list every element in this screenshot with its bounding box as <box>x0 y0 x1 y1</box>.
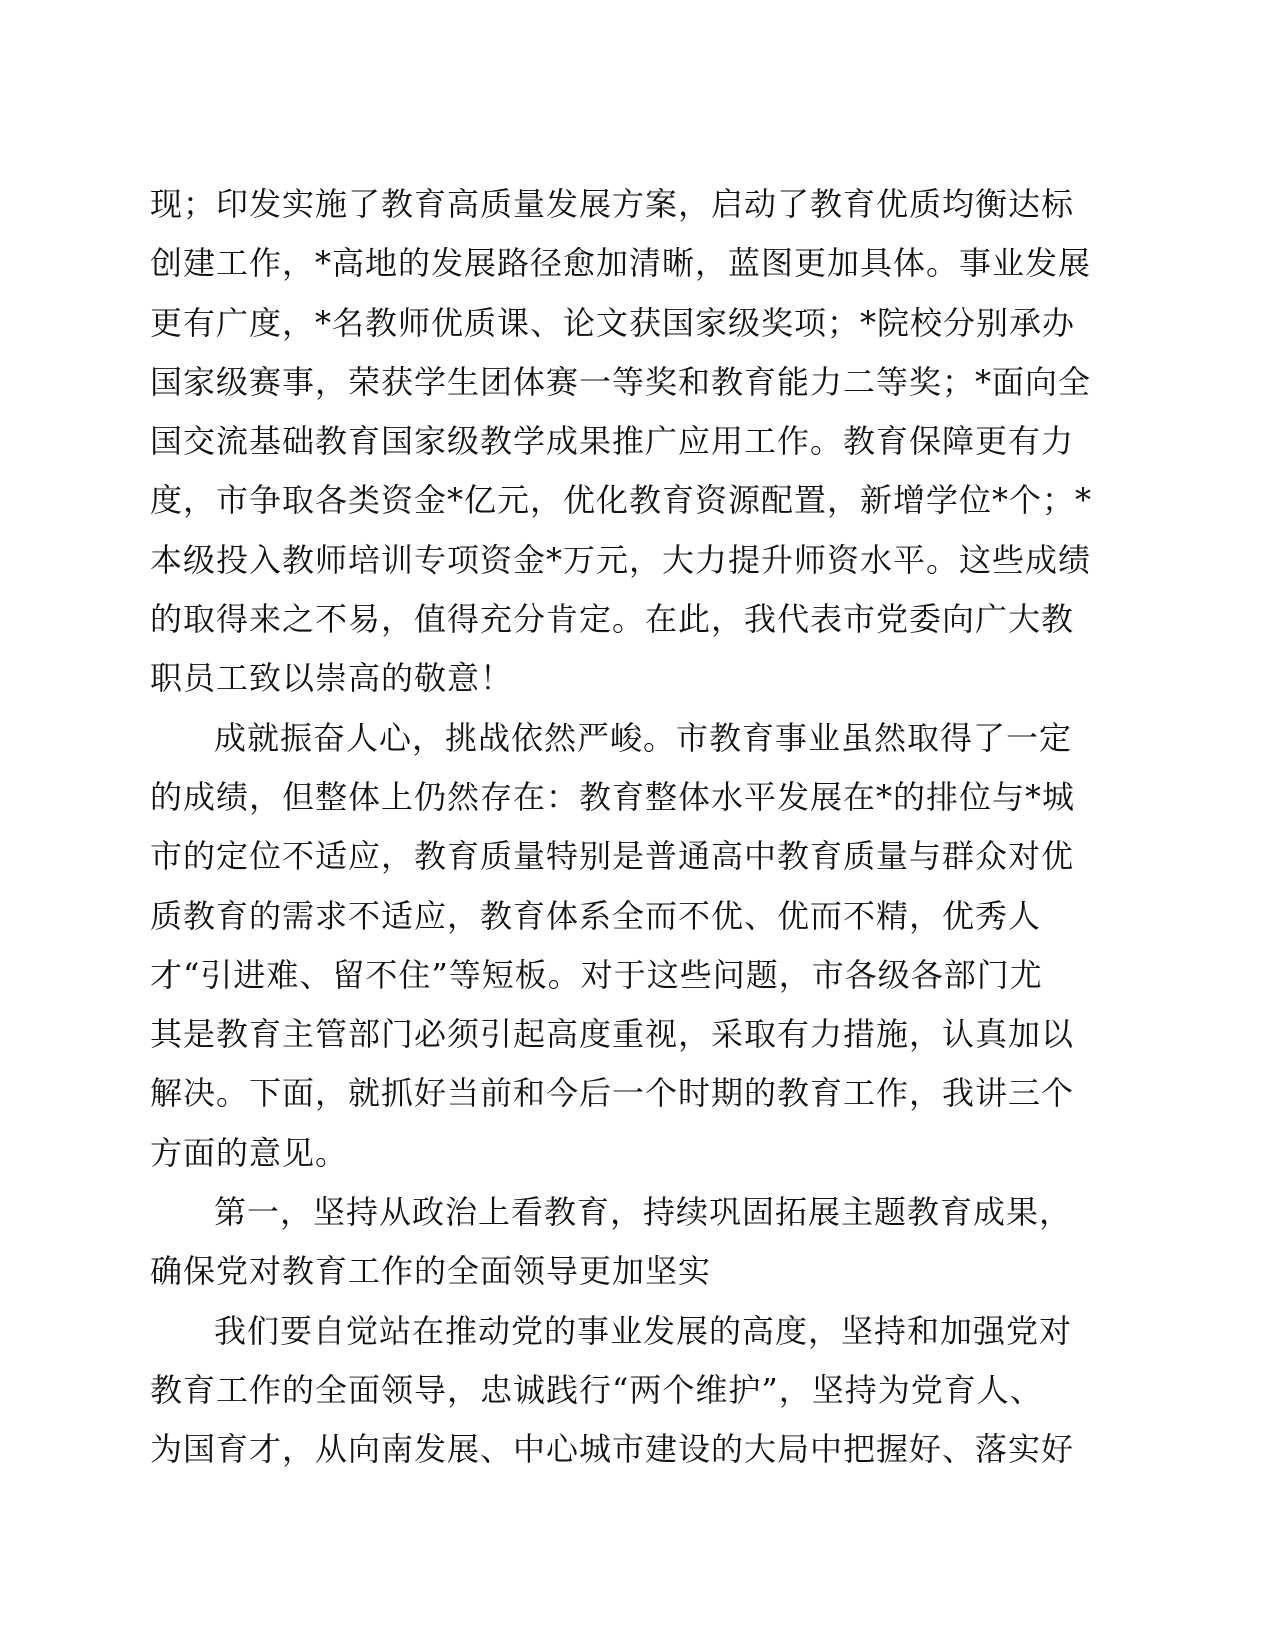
text-line: 的成绩，但整体上仍然存在：教育整体水平发展在*的排位与*城 <box>150 777 1076 816</box>
text-line: 确保党对教育工作的全面领导更加坚实 <box>150 1252 712 1291</box>
text-line: 度，市争取各类资金*亿元，优化教育资源配置，新增学位*个；* <box>150 481 1093 520</box>
text-line: 其是教育主管部门必须引起高度重视，采取有力措施，认真加以 <box>150 1015 1075 1054</box>
text-line: 创建工作，*高地的发展路径愈加清晰，蓝图更加具体。事业发展 <box>150 244 1092 283</box>
text-line: 成就振奋人心，挑战依然严峻。市教育事业虽然取得了一定 <box>214 718 1073 757</box>
text-line: 国交流基础教育国家级教学成果推广应用工作。教育保障更有力 <box>150 422 1075 461</box>
text-line: 现；印发实施了教育高质量发展方案，启动了教育优质均衡达标 <box>150 185 1075 223</box>
text-line: 第一，坚持从政治上看教育，持续巩固拓展主题教育成果， <box>214 1193 1073 1232</box>
text-line: 的取得来之不易，值得充分肯定。在此，我代表市党委向广大教 <box>150 600 1075 639</box>
document-page <box>150 175 1110 1480</box>
text-line: 方面的意见。 <box>150 1133 349 1172</box>
text-line: 才“引进难、留不住”等短板。对于这些问题，市各级各部门尤 <box>150 955 1043 994</box>
text-line: 解决。下面，就抓好当前和今后一个时期的教育工作，我讲三个 <box>150 1074 1075 1113</box>
text-line: 市的定位不适应，教育质量特别是普通高中教育质量与群众对优 <box>150 837 1075 876</box>
text-line: 职员工致以崇高的敬意！ <box>150 659 514 698</box>
text-line: 我们要自觉站在推动党的事业发展的高度，坚持和加强党对 <box>214 1311 1073 1350</box>
text-line: 本级投入教师培训专项资金*万元，大力提升师资水平。这些成绩 <box>150 540 1092 579</box>
text-line: 更有广度，*名教师优质课、论文获国家级奖项；*院校分别承办 <box>150 303 1076 342</box>
text-line: 教育工作的全面领导，忠诚践行“两个维护”，坚持为党育人、 <box>150 1370 1043 1409</box>
text-line: 国家级赛事，荣获学生团体赛一等奖和教育能力二等奖；*面向全 <box>150 362 1092 401</box>
text-line: 质教育的需求不适应，教育体系全而不优、优而不精，优秀人 <box>150 896 1042 935</box>
text-line: 为国育才，从向南发展、中心城市建设的大局中把握好、落实好 <box>150 1430 1075 1469</box>
